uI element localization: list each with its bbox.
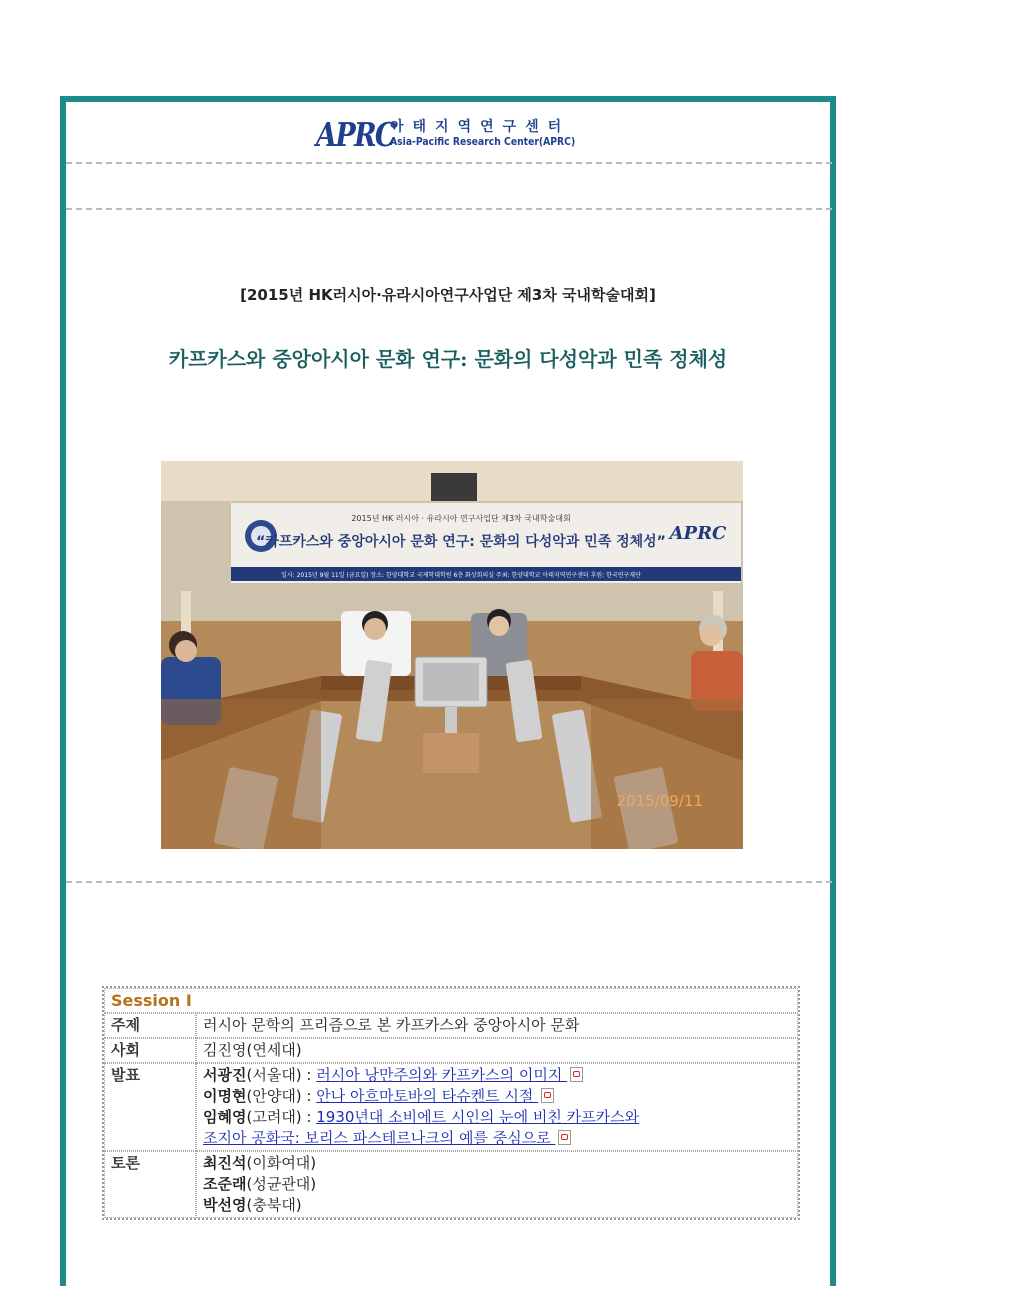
discussant-affiliation: (성균관대): [246, 1175, 317, 1193]
presenter-name: 이명현: [203, 1087, 247, 1105]
table-row: [104, 1038, 798, 1063]
event-subtitle: [2015년 HK러시아·유라시아연구사업단 제3차 국내학술대회]: [240, 286, 656, 304]
banner-top-text: 2015년 HK 러시아 · 유라시아 연구사업단 제3차 국내학술대회: [351, 514, 571, 523]
topic-value: 러시아 문학의 프리즘으로 본 카프카스와 중앙아시아 문화: [196, 1013, 798, 1038]
list-item: [203, 1195, 791, 1216]
photo-date-stamp: 2015/09/11: [616, 792, 703, 810]
discussant-affiliation: (이화여대): [246, 1154, 317, 1172]
presentations-label: 발표: [104, 1063, 196, 1151]
event-title: 카프카스와 중앙아시아 문화 연구: 문화의 다성악과 민족 정체성: [168, 347, 728, 371]
banner-info-text: 일시: 2015년 9월 11일 (금요일) 장소: 한양대학교 국제학대학원 6층 화상회의실 주최: 한양대학교 아태지역연구센터 후원: 한국연구재단: [281, 572, 641, 579]
banner-title-text: “카프카스와 중앙아시아 문화 연구: 문화의 다성악과 민족 정체성”: [256, 534, 666, 550]
aprc-logo: [316, 114, 600, 154]
presenter-affiliation: (안양대) :: [246, 1087, 317, 1105]
discussion-label: 토론: [104, 1151, 196, 1218]
list-item: [203, 1128, 791, 1149]
table-row: [104, 1063, 798, 1151]
table-row: [104, 1151, 798, 1218]
banner-logo-text: APRC: [669, 523, 727, 544]
logo-korean-name: 아태지역연구센터: [390, 119, 571, 135]
session-table: [102, 986, 800, 1220]
presenter-name: 서광진: [203, 1066, 247, 1084]
topic-label: 주제: [104, 1013, 196, 1038]
pdf-icon[interactable]: [541, 1088, 554, 1103]
list-item: [203, 1174, 791, 1195]
presentations-cell: [196, 1063, 798, 1151]
presenter-affiliation: (서울대) :: [246, 1066, 317, 1084]
paper-link[interactable]: 러시아 낭만주의와 카프카스의 이미지: [316, 1066, 568, 1084]
logo-mark: APRC: [316, 114, 395, 154]
list-item: [203, 1107, 791, 1128]
list-item: [203, 1065, 791, 1086]
discussant-name: 조준래: [203, 1175, 247, 1193]
presenter-affiliation: (고려대) :: [246, 1108, 317, 1126]
list-item: [203, 1086, 791, 1107]
event-photo: [161, 461, 743, 849]
discussant-name: 최진석: [203, 1154, 247, 1172]
list-item: [203, 1153, 791, 1174]
divider: [66, 162, 832, 164]
divider: [66, 208, 832, 210]
pdf-icon[interactable]: [570, 1067, 583, 1082]
discussant-name: 박선영: [203, 1196, 247, 1214]
paper-link[interactable]: 안나 아흐마토바의 타슈켄트 시절: [316, 1087, 539, 1105]
table-row: [104, 1013, 798, 1038]
chair-value: 김진영(연세대): [196, 1038, 798, 1063]
logo-english-name: Asia-Pacific Research Center(APRC): [390, 136, 576, 148]
divider: [66, 881, 832, 883]
presenter-name: 임혜영: [203, 1108, 247, 1126]
paper-link-continued[interactable]: 조지아 공화국: 보리스 파스테르나크의 예를 중심으로: [203, 1129, 556, 1147]
paper-link[interactable]: 1930년대 소비에트 시인의 눈에 비친 카프카스와: [316, 1108, 640, 1126]
discussion-cell: [196, 1151, 798, 1218]
pdf-icon[interactable]: [558, 1130, 571, 1145]
discussant-affiliation: (충북대): [246, 1196, 302, 1214]
session-header: Session I: [104, 988, 798, 1013]
chair-label: 사회: [104, 1038, 196, 1063]
